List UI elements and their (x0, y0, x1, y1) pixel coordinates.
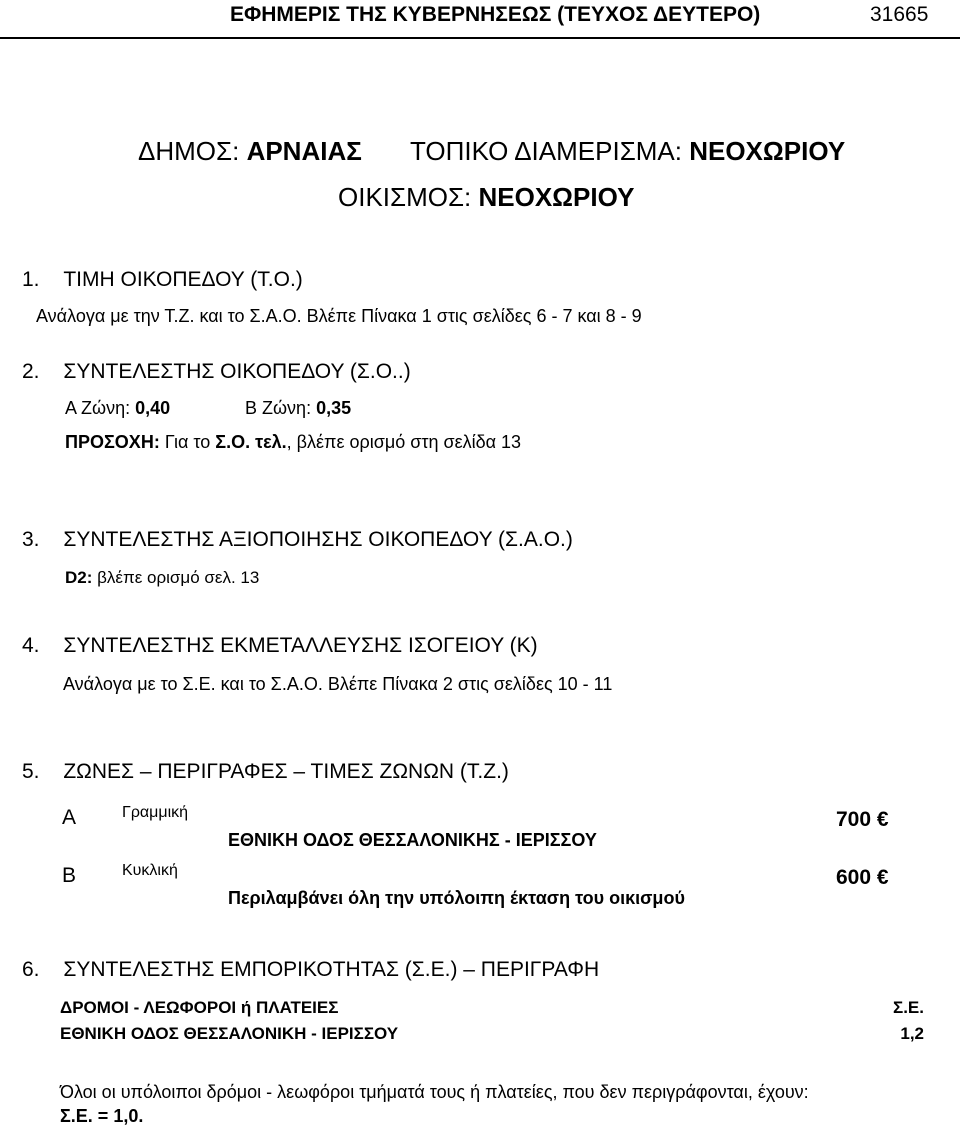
oikismos-value: ΝΕΟΧΩΡΙΟΥ (478, 182, 635, 212)
section-number: 2. (22, 360, 40, 383)
dimos-value: ΑΡΝΑΙΑΣ (246, 136, 362, 166)
dimos-line (138, 136, 362, 167)
zone-b-coefficient (245, 398, 351, 419)
section-number: 6. (22, 958, 40, 981)
zone-b-label: Β Ζώνη: (245, 398, 312, 418)
section-title: ΣΥΝΤΕΛΕΣΤΗΣ ΕΜΠΟΡΙΚΟΤΗΤΑΣ (Σ.Ε.) – ΠΕΡΙΓΡΑΦΗ (63, 958, 600, 981)
oikismos-line (338, 182, 634, 213)
zone-value: 700 € (836, 808, 889, 831)
section-title: ΖΩΝΕΣ – ΠΕΡΙΓΡΑΦΕΣ – ΤΙΜΕΣ ΖΩΝΩΝ (Τ.Ζ.) (63, 760, 509, 783)
section-3-d2 (65, 568, 259, 588)
dimos-label: ΔΗΜΟΣ: (138, 136, 240, 166)
section-2-note (65, 432, 521, 453)
zone-a-coefficient (65, 398, 170, 419)
se-footer-default: Σ.Ε. = 1,0. (60, 1106, 144, 1126)
section-number: 1. (22, 268, 40, 291)
note-pre: Για το (164, 432, 211, 452)
note-label: ΠΡΟΣΟΧΗ: (65, 432, 160, 452)
se-footer-paragraph (60, 1080, 935, 1128)
d2-label: D2: (65, 568, 93, 587)
page-number: 31665 (870, 3, 929, 26)
section-5-heading (22, 760, 509, 784)
zone-type: Γραμμική (122, 804, 189, 821)
section-number: 5. (22, 760, 40, 783)
oikismos-label: ΟΙΚΙΣΜΟΣ: (338, 182, 472, 212)
section-title: ΤΙΜΗ ΟΙΚΟΠΕΔΟΥ (Τ.Ο.) (63, 268, 303, 291)
zone-letter: Α (62, 806, 77, 829)
note-post: , βλέπε ορισμό στη σελίδα 13 (286, 432, 522, 452)
diamerisma-line (410, 136, 845, 167)
zone-b-value: 0,35 (316, 398, 352, 418)
d2-text: βλέπε ορισμό σελ. 13 (97, 568, 260, 587)
section-1-heading (22, 268, 303, 292)
note-bold: Σ.Ο. τελ. (215, 432, 287, 452)
section-number: 3. (22, 528, 40, 551)
section-title: ΣΥΝΤΕΛΕΣΤΗΣ ΑΞΙΟΠΟΙΗΣΗΣ ΟΙΚΟΠΕΔΟΥ (Σ.Α.Ο.) (63, 528, 573, 551)
se-row-value: 1,2 (900, 1024, 924, 1043)
diamerisma-label: ΤΟΠΙΚΟ ΔΙΑΜΕΡΙΣΜΑ: (410, 136, 682, 166)
section-4-heading (22, 634, 538, 658)
zone-letter: Β (62, 864, 77, 887)
zone-a-label: Α Ζώνη: (65, 398, 131, 418)
section-title: ΣΥΝΤΕΛΕΣΤΗΣ ΟΙΚΟΠΕΔΟΥ (Σ.Ο..) (63, 360, 411, 383)
zone-a-value: 0,40 (135, 398, 171, 418)
zone-type: Κυκλική (122, 862, 178, 879)
section-number: 4. (22, 634, 40, 657)
header-divider (0, 37, 960, 39)
section-3-heading (22, 528, 573, 552)
section-4-text: Ανάλογα με το Σ.Ε. και το Σ.Α.Ο. Βλέπε Πίνακα 2 στις σελίδες 10 - 11 (63, 674, 613, 694)
zone-value: 600 € (836, 866, 889, 889)
section-6-heading (22, 958, 599, 982)
se-column-header-value: Σ.Ε. (893, 998, 924, 1017)
section-1-text: Ανάλογα με την Τ.Ζ. και το Σ.Α.Ο. Βλέπε Πίνακα 1 στις σελίδες 6 - 7 και 8 - 9 (36, 306, 642, 326)
section-title: ΣΥΝΤΕΛΕΣΤΗΣ ΕΚΜΕΤΑΛΛΕΥΣΗΣ ΙΣΟΓΕΙΟΥ (Κ) (63, 634, 538, 657)
zone-description: Περιλαμβάνει όλη την υπόλοιπη έκταση του οικισμού (228, 888, 685, 908)
se-column-header-road: ΔΡΟΜΟΙ - ΛΕΩΦΟΡΟΙ ή ΠΛΑΤΕΙΕΣ (60, 998, 339, 1017)
gazette-header-title: ΕΦΗΜΕΡΙΣ ΤΗΣ ΚΥΒΕΡΝΗΣΕΩΣ (ΤΕΥΧΟΣ ΔΕΥΤΕΡΟ) (230, 3, 761, 26)
zone-description: ΕΘΝΙΚΗ ΟΔΟΣ ΘΕΣΣΑΛΟΝΙΚΗΣ - ΙΕΡΙΣΣΟΥ (228, 830, 597, 850)
diamerisma-value: ΝΕΟΧΩΡΙΟΥ (689, 136, 846, 166)
se-footer-text: Όλοι οι υπόλοιποι δρόμοι - λεωφόροι τμήματά τους ή πλατείες, που δεν περιγράφονται, έχουν: (60, 1082, 809, 1102)
section-2-heading (22, 360, 411, 384)
se-row-road: ΕΘΝΙΚΗ ΟΔΟΣ ΘΕΣΣΑΛΟΝΙΚΗ - ΙΕΡΙΣΣΟΥ (60, 1024, 399, 1043)
